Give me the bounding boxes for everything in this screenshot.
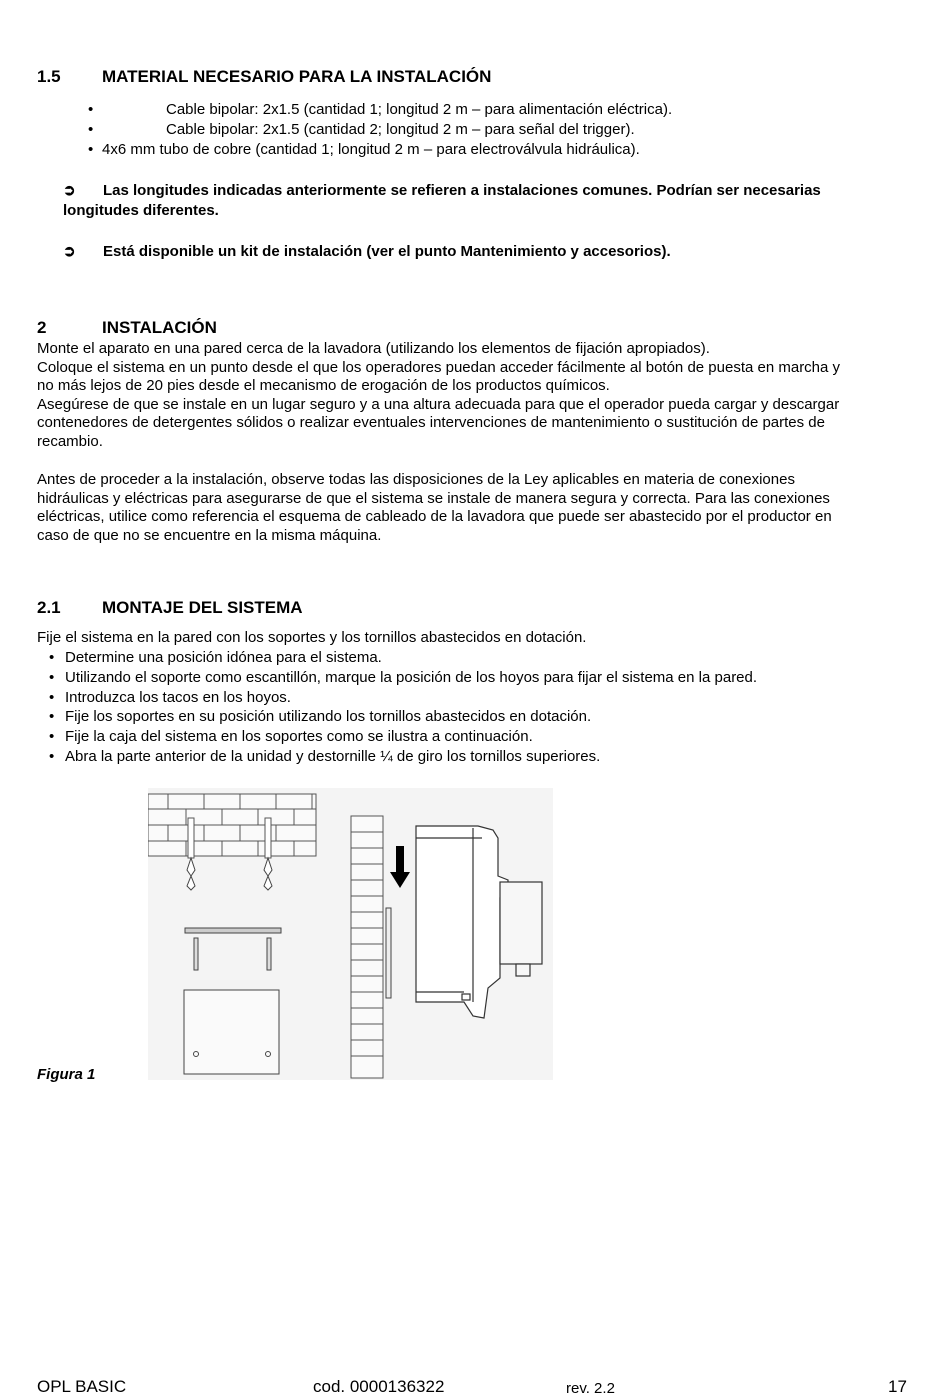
- brick-wall-top: [148, 794, 316, 858]
- section-number: 1.5: [37, 67, 61, 86]
- right-arrow-circle-icon: ➲: [63, 243, 76, 260]
- list-item: • Cable bipolar: 2x1.5 (cantidad 1; longitud 2 m – para alimentación eléctrica).: [88, 101, 673, 118]
- bullet-icon: •: [49, 728, 55, 745]
- bracket-bar: [185, 928, 281, 933]
- figure-caption: Figura 1: [37, 1066, 96, 1083]
- bullet-icon: •: [49, 669, 55, 686]
- list-item: • Abra la parte anterior de la unidad y destornille ¼ de giro los tornillos superiores.: [49, 748, 601, 765]
- mounting-steps-list: [49, 649, 919, 769]
- note-kit: ➲ Está disponible un kit de instalación (ver el punto Mantenimiento y accesorios).: [63, 243, 671, 260]
- bullet-icon: •: [49, 649, 55, 666]
- section-heading-1-5: [37, 67, 491, 87]
- right-arrow-circle-icon: ➲: [63, 182, 76, 199]
- bullet-icon: •: [88, 121, 94, 138]
- mounting-illustration: [148, 788, 553, 1080]
- section-number: 2: [37, 318, 47, 337]
- footer-revision: rev. 2.2: [566, 1380, 615, 1397]
- bullet-icon: •: [49, 708, 55, 725]
- list-item: • Determine una posición idónea para el sistema.: [49, 649, 382, 666]
- section-title: INSTALACIÓN: [102, 318, 217, 337]
- footer-product: OPL BASIC: [37, 1377, 127, 1396]
- list-item: • Fije los soportes en su posición utilizando los tornillos abastecidos en dotación.: [49, 708, 592, 725]
- footer-page-number: 17: [888, 1377, 907, 1396]
- bullet-icon: •: [49, 748, 55, 765]
- regulations-paragraph: Antes de proceder a la instalación, observe todas las disposiciones de la Ley aplicables en materia de conexiones hidráulicas y eléctricas para asegurarse de que el sistema se instale de manera segura y correcta. Para las conexiones eléctricas, utilice como referencia el esquema de cableado de la lavadora que puede ser abastecido por el productor en caso de que no se encuentre en la misma máquina.: [37, 471, 832, 544]
- section-number: 2.1: [37, 598, 61, 617]
- list-item: • Fije la caja del sistema en los soportes como se ilustra a continuación.: [49, 728, 533, 745]
- section-title: MONTAJE DEL SISTEMA: [102, 598, 303, 617]
- base-plate: [184, 990, 279, 1074]
- bullet-icon: •: [88, 101, 94, 118]
- list-item: • Cable bipolar: 2x1.5 (cantidad 2; longitud 2 m – para señal del trigger).: [88, 121, 635, 138]
- list-item: • Utilizando el soporte como escantillón, marque la posición de los hoyos para fijar el sistema en la pared.: [49, 669, 758, 686]
- bullet-icon: •: [49, 689, 55, 706]
- wall-bracket: [386, 908, 391, 998]
- materials-list: [88, 101, 908, 161]
- brick-wall-side: [351, 816, 383, 1078]
- mounting-intro: Fije el sistema en la pared con los soportes y los tornillos abastecidos en dotación.: [37, 629, 587, 646]
- section-heading-2: [37, 318, 217, 338]
- section-title: MATERIAL NECESARIO PARA LA INSTALACIÓN: [102, 67, 492, 86]
- installation-paragraph: Monte el aparato en una pared cerca de la lavadora (utilizando los elementos de fijación apropiados). Coloque el sistema en un punto desde el que los operadores puedan acceder fácilmente al botón de puesta en marcha y no más lejos de 20 pies desde el mecanismo de erogación de los productos químicos. Asegúrese de que se instale en un lugar seguro y a una altura adecuada para que el operador pueda cargar y descargar contenedores de detergentes sólidos o realizar eventuales intervenciones de mantenimiento o sustitución de partes de recambio.: [37, 340, 841, 450]
- note-lengths: ➲ Las longitudes indicadas anteriormente se refieren a instalaciones comunes. Podrían ser necesarias longitudes diferentes.: [63, 182, 821, 219]
- list-item: • 4x6 mm tubo de cobre (cantidad 1; longitud 2 m – para electroválvula hidráulica).: [88, 141, 640, 158]
- footer-code: cod. 0000136322: [313, 1377, 445, 1396]
- list-item: • Introduzca los tacos en los hoyos.: [49, 689, 291, 706]
- bullet-icon: •: [88, 141, 94, 158]
- section-heading-2-1: [37, 598, 303, 618]
